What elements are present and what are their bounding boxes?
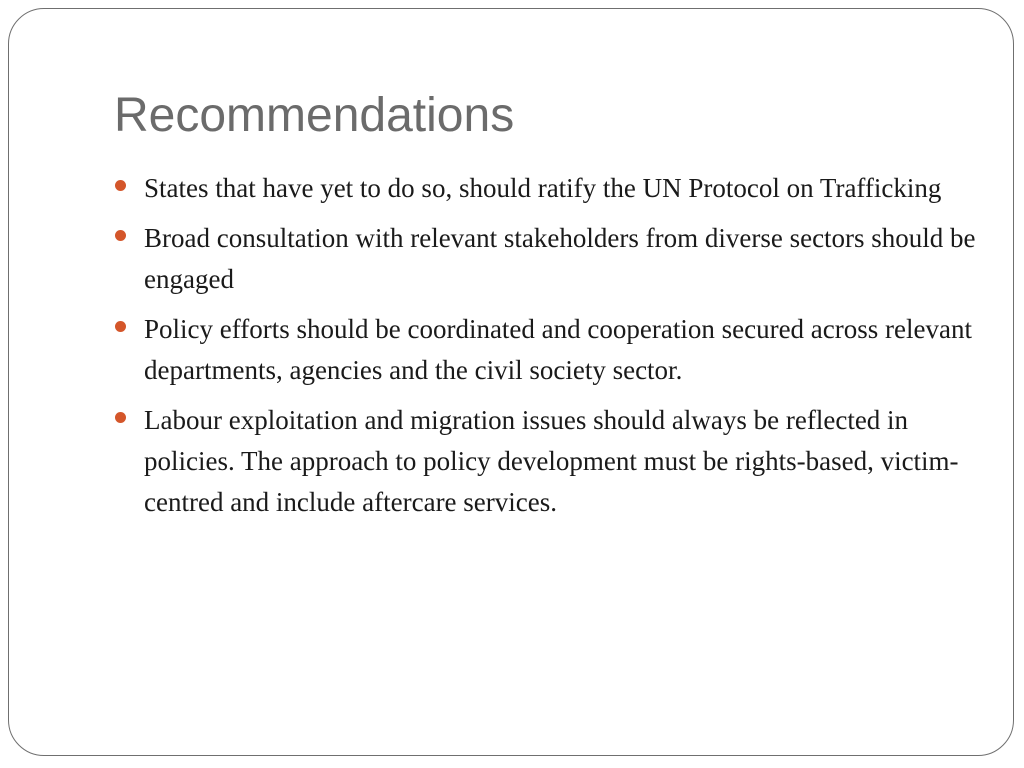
bullet-dot-icon	[115, 230, 126, 241]
bullet-text: Broad consultation with relevant stakeholders from diverse sectors should be engaged	[144, 223, 976, 294]
bullet-text: Policy efforts should be coordinated and cooperation secured across relevant departments, agencies and the civil society sector.	[144, 314, 972, 385]
bullet-text: States that have yet to do so, should ratify the UN Protocol on Trafficking	[144, 173, 942, 203]
bullet-dot-icon	[115, 321, 126, 332]
bullet-item	[114, 218, 984, 300]
bullet-dot-icon	[115, 180, 126, 191]
slide-title: Recommendations	[114, 89, 515, 142]
bullet-list	[114, 168, 984, 532]
bullet-text: Labour exploitation and migration issues should always be reflected in policies. The approach to policy development must be rights-based, victim-centred and include aftercare services.	[144, 405, 959, 517]
bullet-dot-icon	[115, 412, 126, 423]
bullet-item	[114, 309, 984, 391]
bullet-item	[114, 400, 984, 523]
bullet-item	[114, 168, 984, 209]
